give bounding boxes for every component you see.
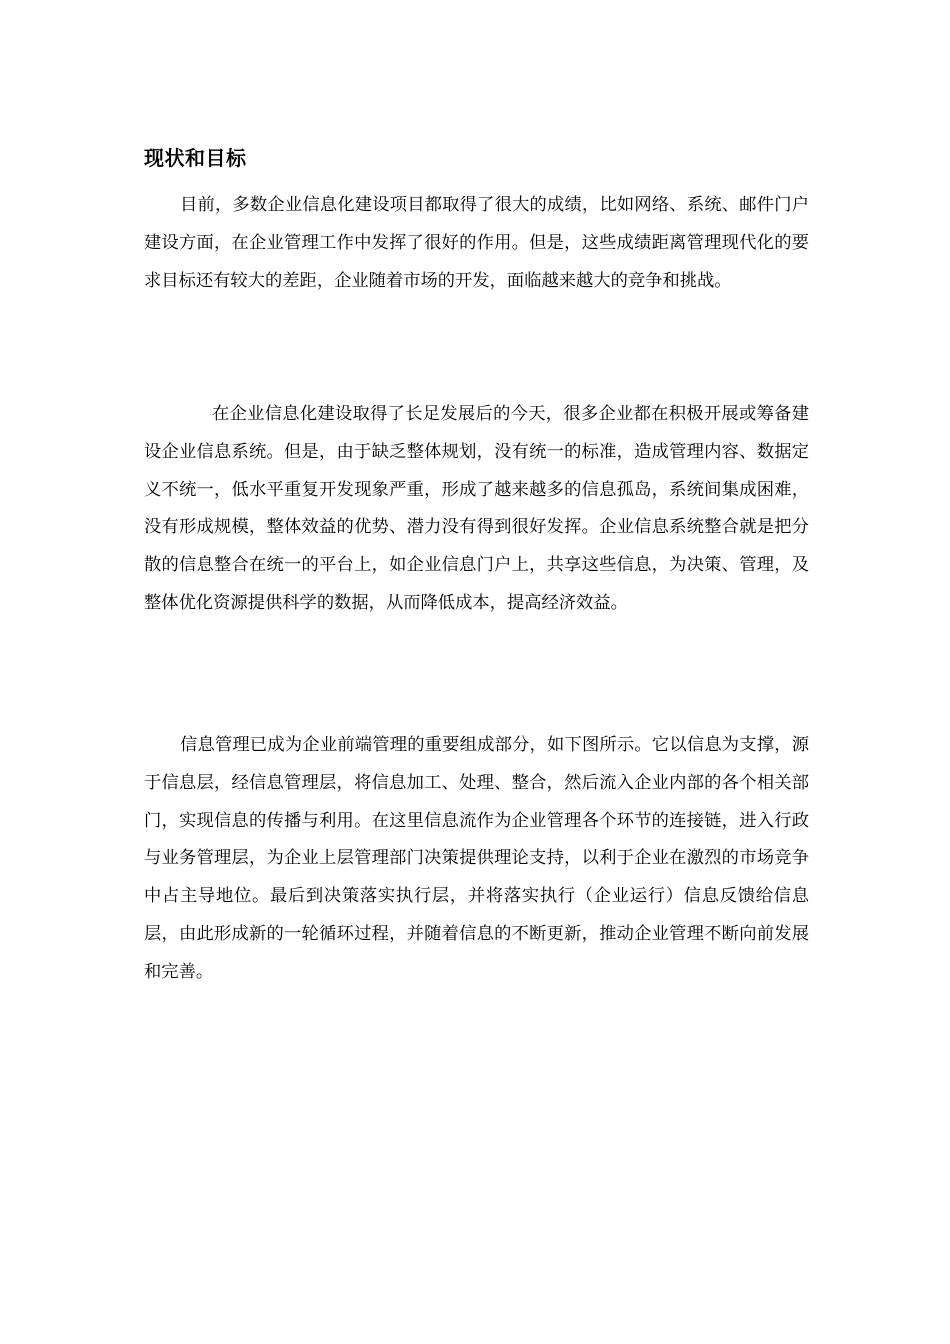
paragraph-current-status: 目前，多数企业信息化建设项目都取得了很大的成绩，比如网络、系统、邮件门户建设方面，在企业管理工作中发挥了很好的作用。但是，这些成绩距离管理现代化的要求目标还有较大的差距，企业随着市场的开发，面临越来越大的竞争和挑战。 [144, 195, 809, 291]
section-heading: 现状和目标 [144, 146, 247, 170]
paragraph-information-integration: 在企业信息化建设取得了长足发展后的今天，很多企业都在积极开展或筹备建设企业信息系统。但是，由于缺乏整体规划，没有统一的标准，造成管理内容、数据定义不统一，低水平重复开发现象严重，形成了越来越多的信息孤岛，系统间集成困难，没有形成规模，整体效益的优势、潜力没有得到很好发挥。企业信息系统整合就是把分散的信息整合在统一的平台上，如企业信息门户上，共享这些信息，为决策、管理，及整体优化资源提供科学的数据，从而降低成本，提高经济效益。 [144, 404, 809, 613]
paragraph-information-management: 信息管理已成为企业前端管理的重要组成部分，如下图所示。它以信息为支撑，源于信息层，经信息管理层，将信息加工、处理、整合，然后流入企业内部的各个相关部门，实现信息的传播与利用。在这里信息流作为企业管理各个环节的连接链，进入行政与业务管理层，为企业上层管理部门决策提供理论支持，以利于企业在激烈的市场竞争中占主导地位。最后到决策落实执行层，并将落实执行（企业运行）信息反馈给信息层，由此形成新的一轮循环过程，并随着信息的不断更新，推动企业管理不断向前发展和完善。 [144, 735, 809, 982]
